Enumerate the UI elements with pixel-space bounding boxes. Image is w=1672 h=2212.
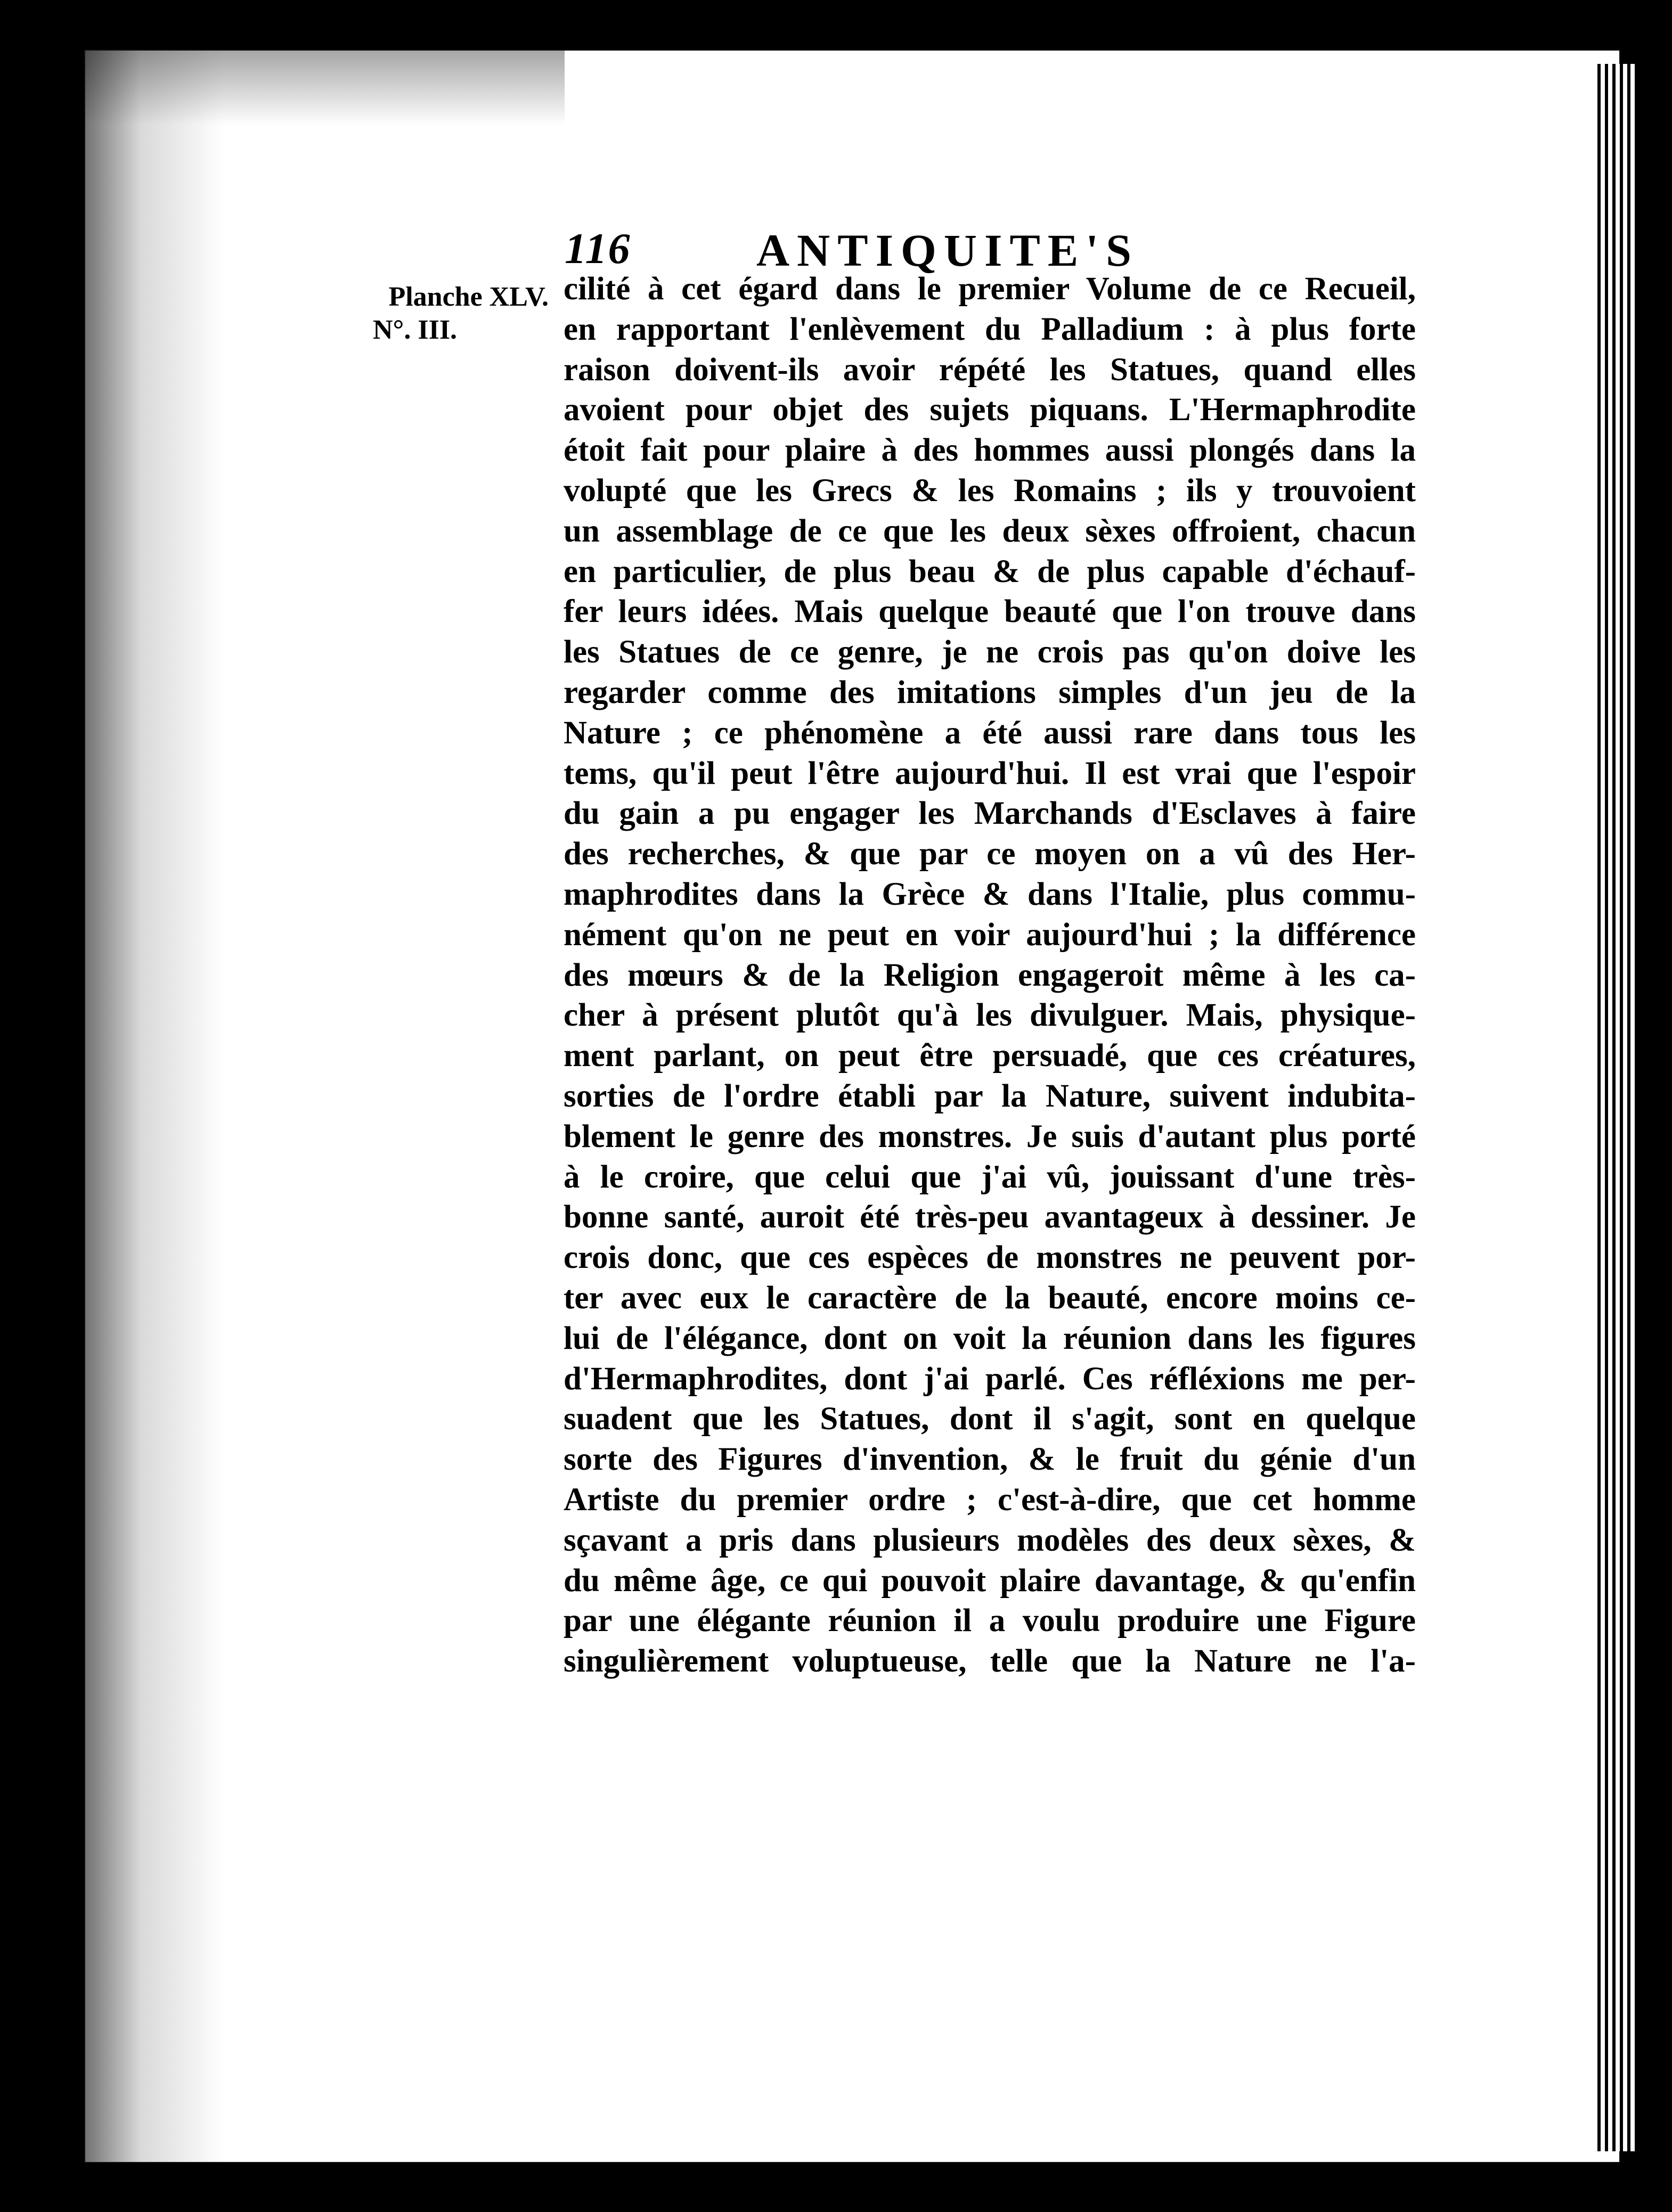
text-line: ment parlant, on peut être persuadé, que ces créatures, — [564, 1038, 1416, 1074]
text-line: les Statues de ce genre, je ne crois pas qu'on doive les — [564, 634, 1416, 670]
text-line: regarder comme des imitations simples d'un jeu de la — [564, 674, 1416, 710]
text-line: sorte des Figures d'invention, & le fruit du génie d'un — [564, 1441, 1416, 1478]
marginal-note — [368, 281, 549, 347]
text-line: par une élégante réunion il a voulu produire une Figure — [564, 1603, 1416, 1639]
text-line: en particulier, de plus beau & de plus capable d'échauf- — [564, 553, 1416, 589]
text-line: en rapportant l'enlèvement du Palladium : à plus forte — [564, 311, 1416, 347]
text-line: tems, qu'il peut l'être aujourd'hui. Il est vrai que l'espoir — [564, 755, 1416, 791]
text-line: Artiste du premier ordre ; c'est-à-dire, que cet homme — [564, 1481, 1416, 1518]
text-line: suadent que les Statues, dont il s'agit, sont en quelque — [564, 1401, 1416, 1437]
text-line: étoit fait pour plaire à des hommes aussi plongés dans la — [564, 432, 1416, 469]
text-line: bonne santé, auroit été très-peu avantageux à dessiner. Je — [564, 1199, 1416, 1235]
text-line: fer leurs idées. Mais quelque beauté que l'on trouve dans — [564, 594, 1416, 630]
text-line: nément qu'on ne peut en voir aujourd'hui ; la différence — [564, 916, 1416, 953]
text-line: du gain a pu engager les Marchands d'Esclaves à faire — [564, 796, 1416, 832]
body-text — [564, 269, 1416, 1682]
text-line: sorties de l'ordre établi par la Nature, suivent indubita- — [564, 1078, 1416, 1114]
text-line: cher à présent plutôt qu'à les divulguer. Mais, physique- — [564, 997, 1416, 1034]
text-line: des recherches, & que par ce moyen on a vû des Her- — [564, 836, 1416, 872]
page-number: 116 — [565, 224, 631, 273]
text-line: des mœurs & de la Religion engageroit même à les ca- — [564, 957, 1416, 993]
text-line: sçavant a pris dans plusieurs modèles des deux sèxes, & — [564, 1522, 1416, 1558]
text-line: volupté que les Grecs & les Romains ; ils y trouvoient — [564, 472, 1416, 509]
text-line: Nature ; ce phénomène a été aussi rare dans tous les — [564, 715, 1416, 751]
text-line: un assemblage de ce que les deux sèxes offroient, chacun — [564, 513, 1416, 549]
text-line: maphrodites dans la Grèce & dans l'Italie, plus commu- — [564, 876, 1416, 912]
text-line: lui de l'élégance, dont on voit la réunion dans les figures — [564, 1320, 1416, 1356]
text-line: raison doivent-ils avoir répété les Statues, quand elles — [564, 351, 1416, 388]
text-line: cilité à cet égard dans le premier Volume de ce Recueil, — [564, 271, 1416, 307]
text-line: à le croire, que celui que j'ai vû, jouissant d'une très- — [564, 1159, 1416, 1195]
text-line: singulièrement voluptueuse, telle que la Nature ne l'a- — [564, 1643, 1416, 1680]
running-title: ANTIQUITE'S — [756, 225, 1139, 276]
text-line: du même âge, ce qui pouvoit plaire davantage, & qu'enfin — [564, 1562, 1416, 1599]
text-line: avoient pour objet des sujets piquans. L'Hermaphrodite — [564, 392, 1416, 428]
plate-reference: Planche XLV. — [388, 282, 549, 312]
page-edge-lines — [1597, 64, 1635, 2151]
text-line: d'Hermaphrodites, dont j'ai parlé. Ces réfléxions me per- — [564, 1361, 1416, 1397]
plate-number: N°. III. — [373, 315, 458, 345]
text-line: blement le genre des monstres. Je suis d'autant plus porté — [564, 1118, 1416, 1154]
text-line: ter avec eux le caractère de la beauté, encore moins ce- — [564, 1280, 1416, 1316]
text-line: crois donc, que ces espèces de monstres ne peuvent por- — [564, 1240, 1416, 1276]
